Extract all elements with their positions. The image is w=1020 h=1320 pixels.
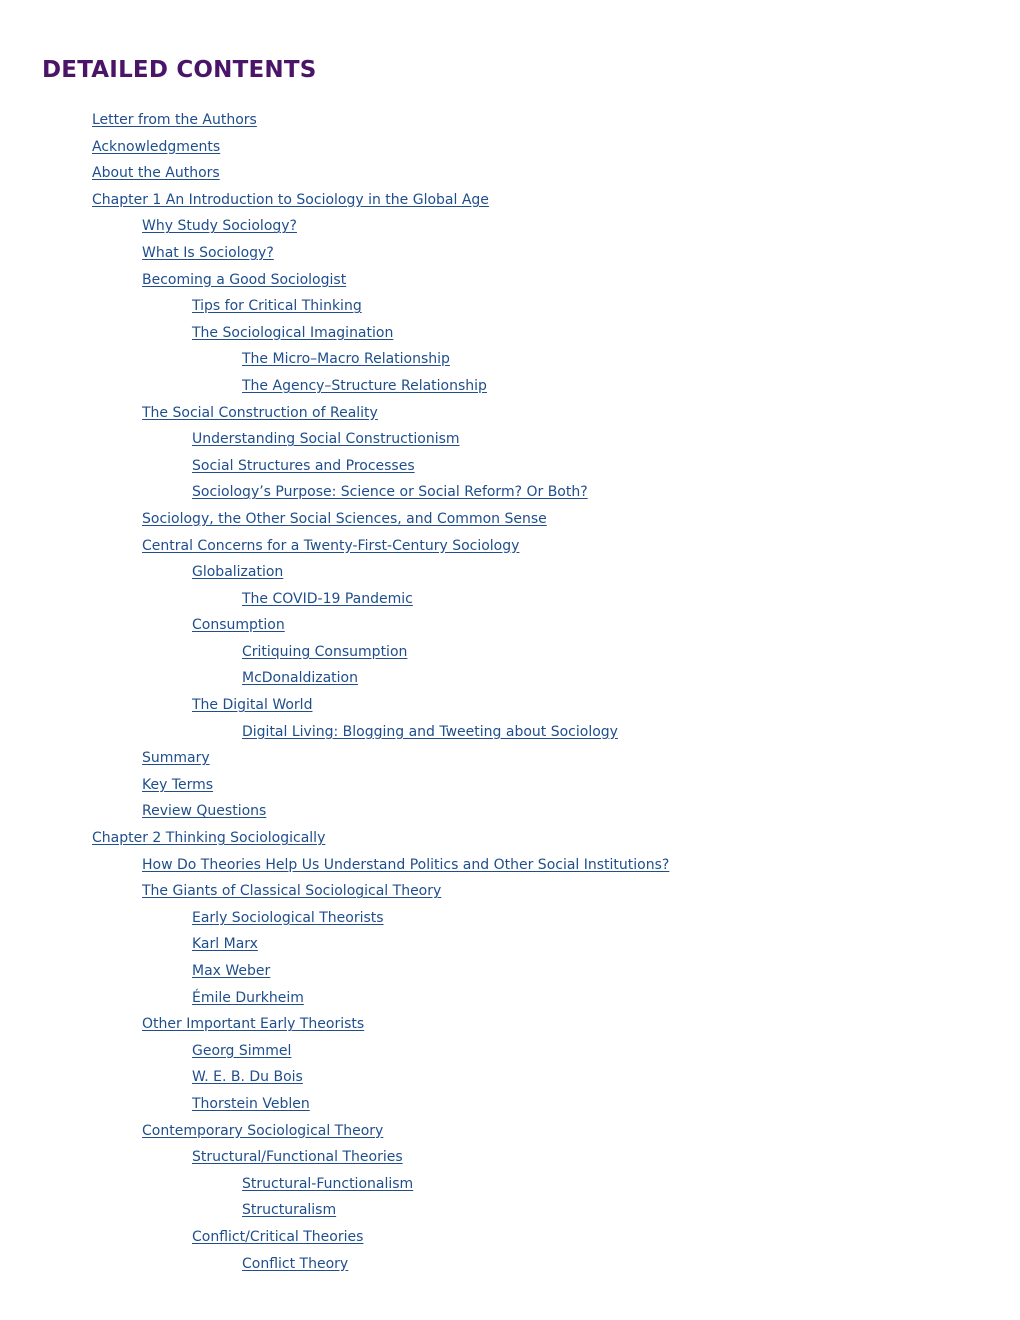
toc-entry-level-3 [0,1041,669,1068]
toc-entry-level-4 [0,1200,669,1227]
toc-link[interactable]: The Sociological Imagination [192,324,394,341]
toc-link[interactable]: W. E. B. Du Bois [192,1069,303,1086]
toc-entry-level-1 [0,828,669,855]
toc-entry-level-3 [0,323,669,350]
toc-entry-level-3 [0,615,669,642]
toc-entry-level-2 [0,243,669,270]
toc-entry-level-3 [0,1147,669,1174]
toc-link[interactable]: Sociology, the Other Social Sciences, and Common Sense [142,510,547,527]
toc-link[interactable]: Chapter 2 Thinking Sociologically [92,830,326,847]
toc-entry-level-4 [0,668,669,695]
toc-entry-level-1 [0,163,669,190]
toc-link[interactable]: Structuralism [242,1202,337,1219]
toc-entry-level-3 [0,695,669,722]
toc-link[interactable]: McDonaldization [242,670,358,687]
toc-link[interactable]: The Agency–Structure Relationship [242,377,487,394]
toc-link[interactable]: Acknowledgments [92,138,221,155]
toc-entry-level-2 [0,1014,669,1041]
toc-entry-level-2 [0,748,669,775]
toc-entry-level-1 [0,137,669,164]
page-title: DETAILED CONTENTS [42,57,317,83]
toc-link[interactable]: Summary [142,750,210,767]
toc-entry-level-2 [0,801,669,828]
toc-link[interactable]: Max Weber [192,963,271,979]
toc-entry-level-3 [0,934,669,961]
toc-link[interactable]: About the Authors [92,165,220,182]
toc-link[interactable]: What Is Sociology? [142,244,274,261]
toc-entry-level-4 [0,722,669,749]
toc-link[interactable]: Contemporary Sociological Theory [142,1122,384,1139]
toc-link[interactable]: Conflict Theory [242,1255,349,1272]
toc-entry-level-3 [0,1227,669,1254]
toc-entry-level-3 [0,1094,669,1121]
toc-link[interactable]: Georg Simmel [192,1042,292,1059]
toc-entry-level-4 [0,1254,669,1281]
toc-entry-level-2 [0,536,669,563]
toc-link[interactable]: Thorstein Veblen [192,1095,310,1112]
toc-link[interactable]: Understanding Social Constructionism [192,431,460,448]
toc-link[interactable]: Karl Marx [192,936,258,953]
toc-entry-level-2 [0,509,669,536]
toc-entry-level-4 [0,589,669,616]
toc-entry-level-3 [0,908,669,935]
toc-link[interactable]: Globalization [192,564,284,581]
toc-entry-level-3 [0,1067,669,1094]
toc-link[interactable]: Review Questions [142,803,267,820]
toc-link[interactable]: Chapter 1 An Introduction to Sociology in the Global Age [92,191,489,208]
toc-link[interactable]: Conflict/Critical Theories [192,1228,364,1245]
toc-link[interactable]: Early Sociological Theorists [192,909,384,926]
toc-link[interactable]: Sociology’s Purpose: Science or Social Reform? Or Both? [192,484,588,501]
toc-entry-level-2 [0,881,669,908]
toc-entry-level-3 [0,456,669,483]
toc-link[interactable]: Becoming a Good Sociologist [142,271,347,288]
toc-entry-level-3 [0,562,669,589]
toc-link[interactable]: Letter from the Authors [92,112,257,128]
table-of-contents [0,110,669,1280]
toc-link[interactable]: Why Study Sociology? [142,218,297,235]
toc-entry-level-4 [0,642,669,669]
toc-link[interactable]: The Giants of Classical Sociological Theory [142,883,442,900]
toc-link[interactable]: Structural/Functional Theories [192,1149,403,1166]
toc-entry-level-3 [0,296,669,323]
toc-entry-level-2 [0,216,669,243]
toc-entry-level-2 [0,403,669,430]
toc-link[interactable]: The Micro–Macro Relationship [242,351,450,368]
toc-entry-level-4 [0,1174,669,1201]
toc-link[interactable]: Consumption [192,617,285,634]
toc-entry-level-3 [0,482,669,509]
toc-entry-level-3 [0,988,669,1015]
toc-link[interactable]: The Digital World [192,697,313,714]
toc-link[interactable]: How Do Theories Help Us Understand Politics and Other Social Institutions? [142,856,670,873]
toc-entry-level-4 [0,349,669,376]
toc-link[interactable]: Émile Durkheim [192,989,304,1006]
toc-link[interactable]: The Social Construction of Reality [142,404,378,421]
toc-entry-level-2 [0,775,669,802]
toc-link[interactable]: Critiquing Consumption [242,643,408,660]
toc-link[interactable]: The COVID-19 Pandemic [242,590,413,607]
toc-link[interactable]: Key Terms [142,776,214,793]
toc-link[interactable]: Digital Living: Blogging and Tweeting about Sociology [242,723,618,740]
toc-link[interactable]: Structural-Functionalism [242,1175,414,1192]
toc-entry-level-3 [0,961,669,988]
toc-entry-level-2 [0,1121,669,1148]
toc-entry-level-2 [0,270,669,297]
toc-entry-level-1 [0,110,669,137]
toc-entry-level-4 [0,376,669,403]
toc-entry-level-3 [0,429,669,456]
toc-link[interactable]: Central Concerns for a Twenty-First-Century Sociology [142,537,520,554]
toc-entry-level-2 [0,855,669,882]
toc-entry-level-1 [0,190,669,217]
toc-link[interactable]: Tips for Critical Thinking [192,298,362,315]
toc-link[interactable]: Social Structures and Processes [192,457,415,474]
toc-link[interactable]: Other Important Early Theorists [142,1016,365,1033]
